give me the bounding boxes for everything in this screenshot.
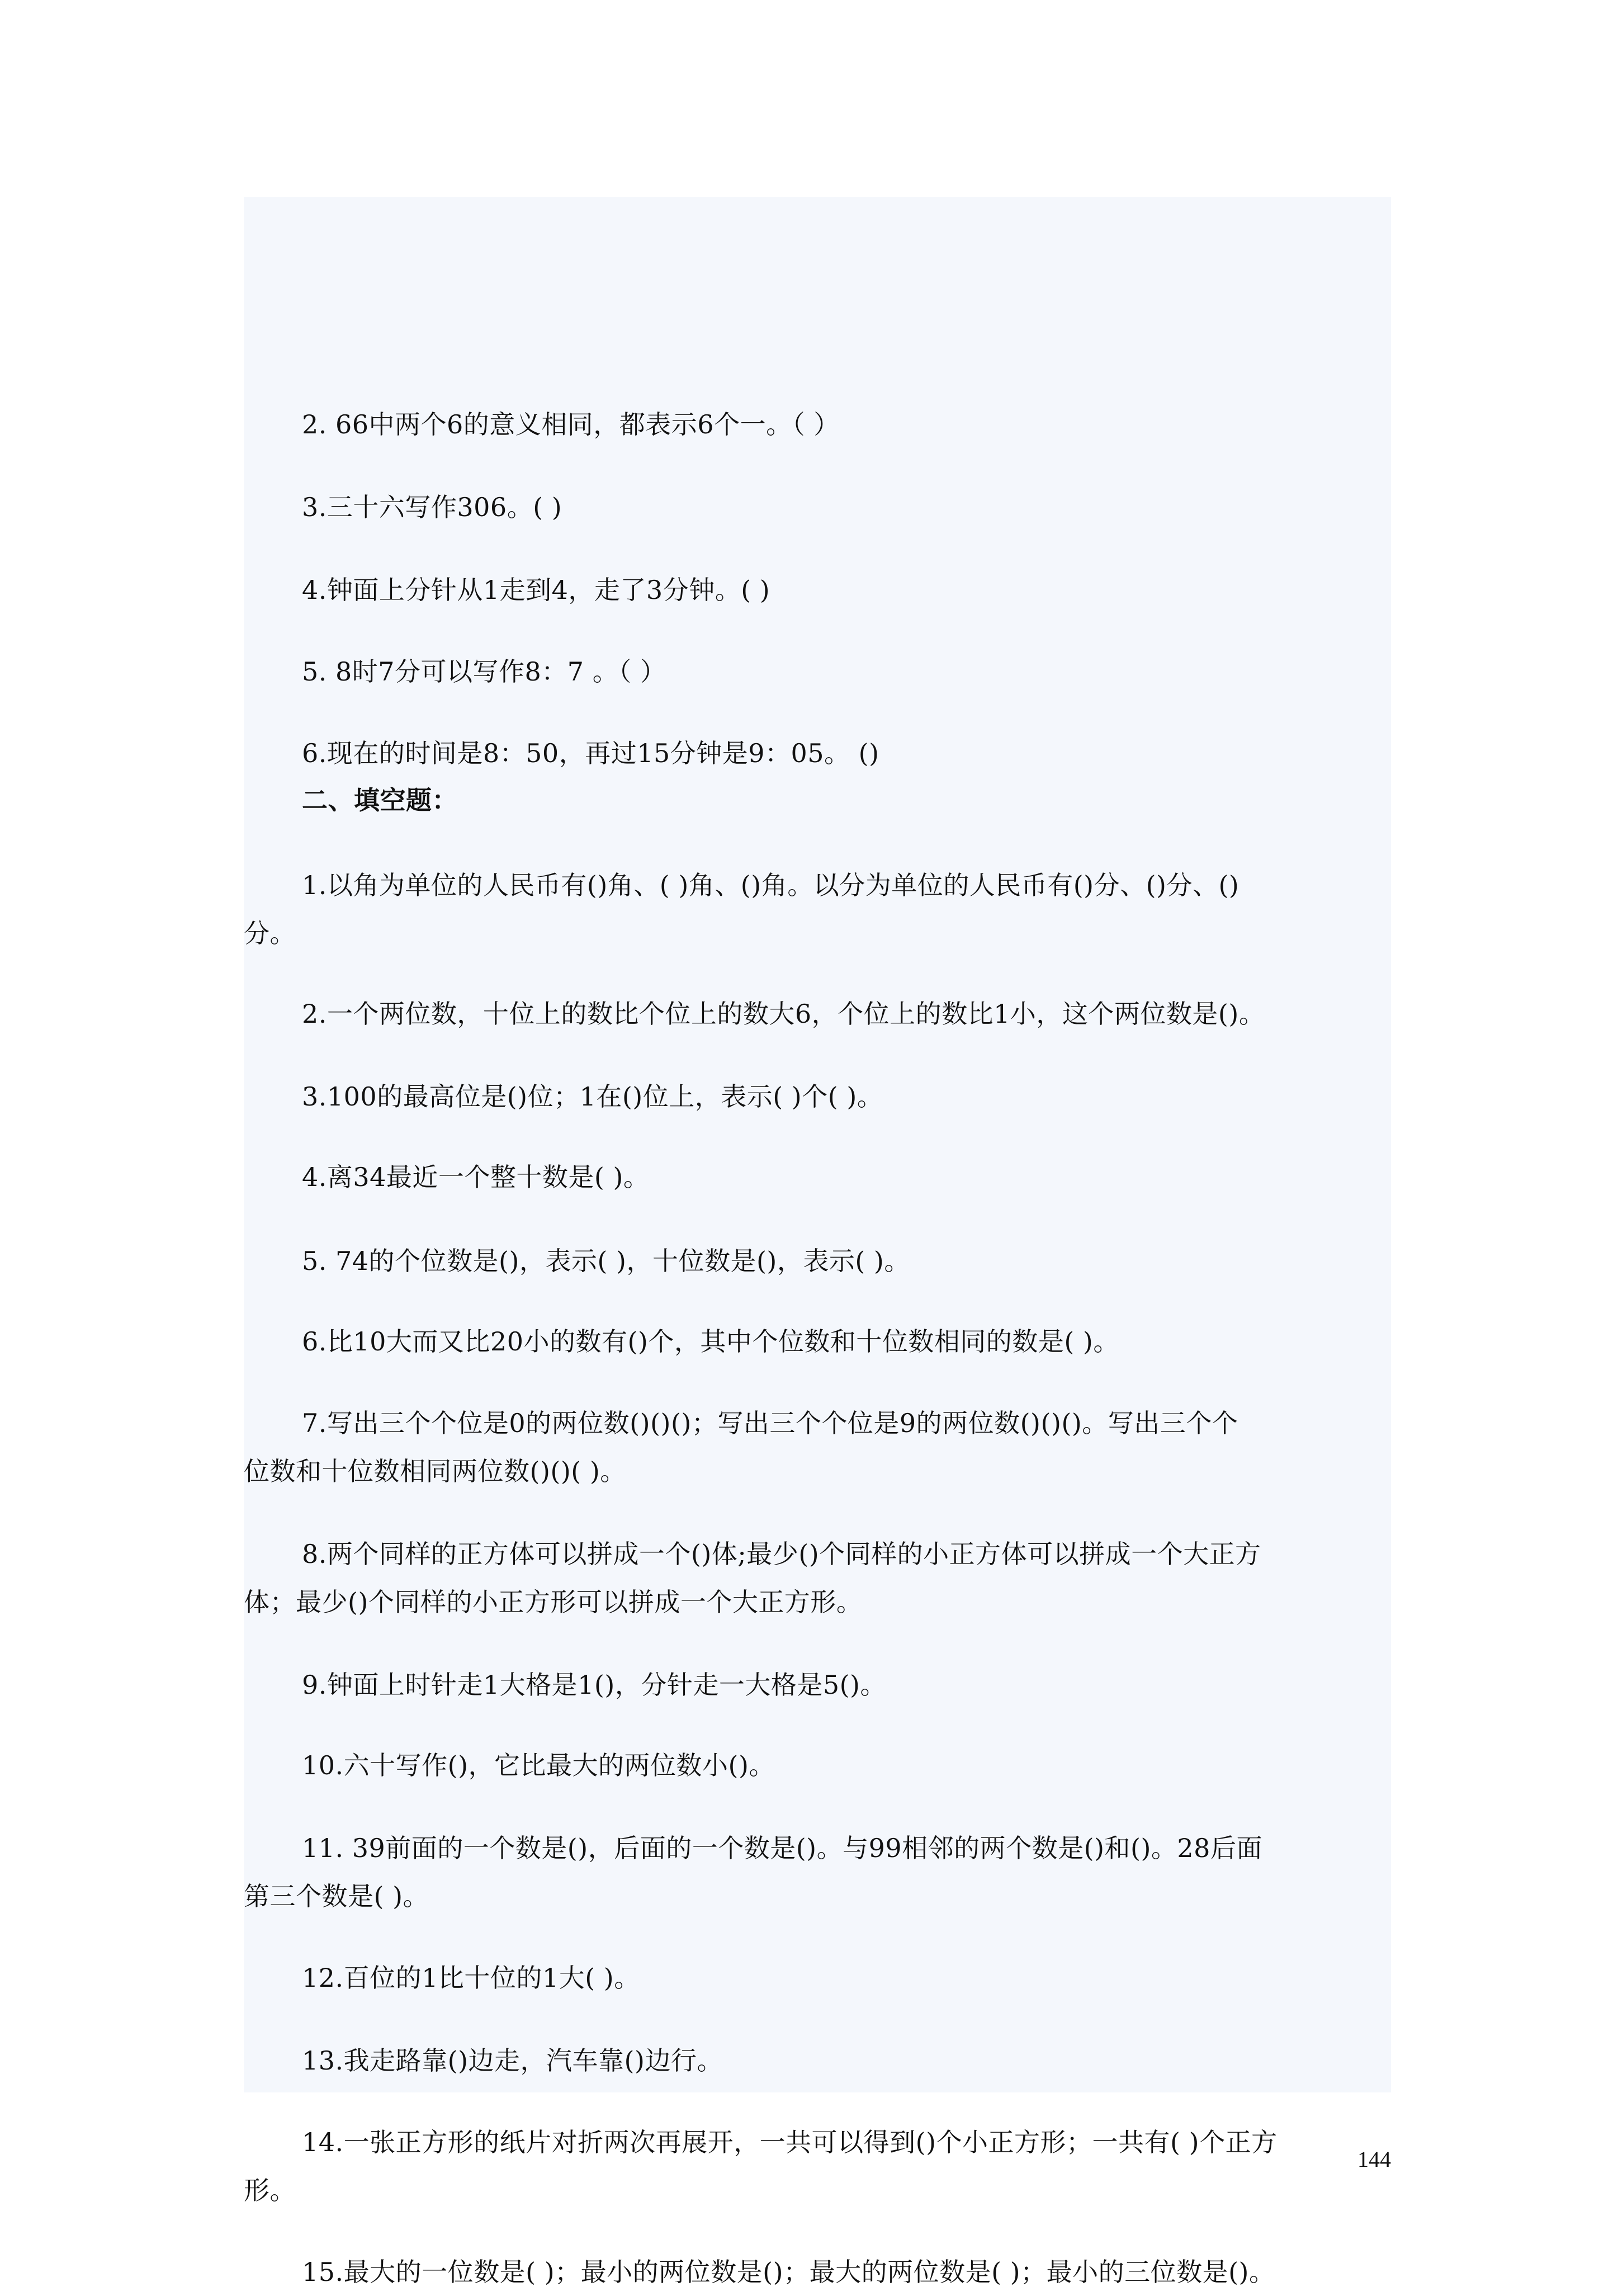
fill-item-13: 13.我走路靠()边走，汽车靠()边行。: [302, 2045, 723, 2076]
judgment-item-5: 5. 8时7分可以写作8：7 。（ ）: [302, 656, 666, 687]
fill-item-1-line-1: 1.以角为单位的人民币有()角、( )角、()角。以分为单位的人民币有()分、()分、(): [302, 870, 1239, 900]
fill-item-7-line-1: 7.写出三个个位是0的两位数()()()；写出三个个位是9的两位数()()()。写出三个个: [302, 1408, 1238, 1438]
fill-item-14-line-2: 形。: [244, 2175, 296, 2205]
fill-item-1-line-2: 分。: [244, 918, 296, 948]
judgment-item-4: 4.钟面上分针从1走到4，走了3分钟。( ): [302, 575, 770, 605]
fill-item-10: 10.六十写作()，它比最大的两位数小()。: [302, 1750, 775, 1780]
fill-item-14-line-1: 14.一张正方形的纸片对折两次再展开，一共可以得到()个小正方形；一共有( )个正方: [302, 2127, 1278, 2157]
fill-item-12: 12.百位的1比十位的1大( )。: [302, 1963, 640, 1993]
fill-item-4: 4.离34最近一个整十数是( )。: [302, 1162, 650, 1192]
fill-item-11-line-2: 第三个数是( )。: [244, 1881, 429, 1911]
fill-item-15: 15.最大的一位数是( )；最小的两位数是()；最大的两位数是( )；最小的三位数是()。: [302, 2257, 1275, 2287]
fill-item-3: 3.100的最高位是()位；1在()位上，表示( )个( )。: [302, 1081, 883, 1112]
fill-item-8-line-1: 8.两个同样的正方体可以拼成一个()体;最少()个同样的小正方体可以拼成一个大正方: [302, 1539, 1261, 1569]
fill-item-9: 9.钟面上时针走1大格是1()，分针走一大格是5()。: [302, 1670, 886, 1700]
fill-item-2: 2.一个两位数，十位上的数比个位上的数大6，个位上的数比1小，这个两位数是()。: [302, 999, 1265, 1029]
fill-item-7-line-2: 位数和十位数相同两位数()()( )。: [244, 1456, 626, 1486]
fill-item-5: 5. 74的个位数是()，表示( )，十位数是()，表示( )。: [302, 1246, 910, 1276]
fill-item-6: 6.比10大而又比20小的数有()个，其中个位数和十位数相同的数是( )。: [302, 1326, 1119, 1357]
fill-item-8-line-2: 体；最少()个同样的小正方形可以拼成一个大正方形。: [244, 1587, 863, 1617]
judgment-item-3: 3.三十六写作306。( ): [302, 492, 562, 522]
page-number: 144: [1357, 2147, 1391, 2172]
section-heading: 二、填空题：: [302, 785, 458, 815]
judgment-item-2: 2. 66中两个6的意义相同，都表示6个一。（ ）: [302, 409, 840, 440]
fill-item-11-line-1: 11. 39前面的一个数是()，后面的一个数是()。与99相邻的两个数是()和()。28后面: [302, 1833, 1262, 1863]
judgment-item-6: 6.现在的时间是8：50，再过15分钟是9：05。 (): [302, 738, 879, 768]
